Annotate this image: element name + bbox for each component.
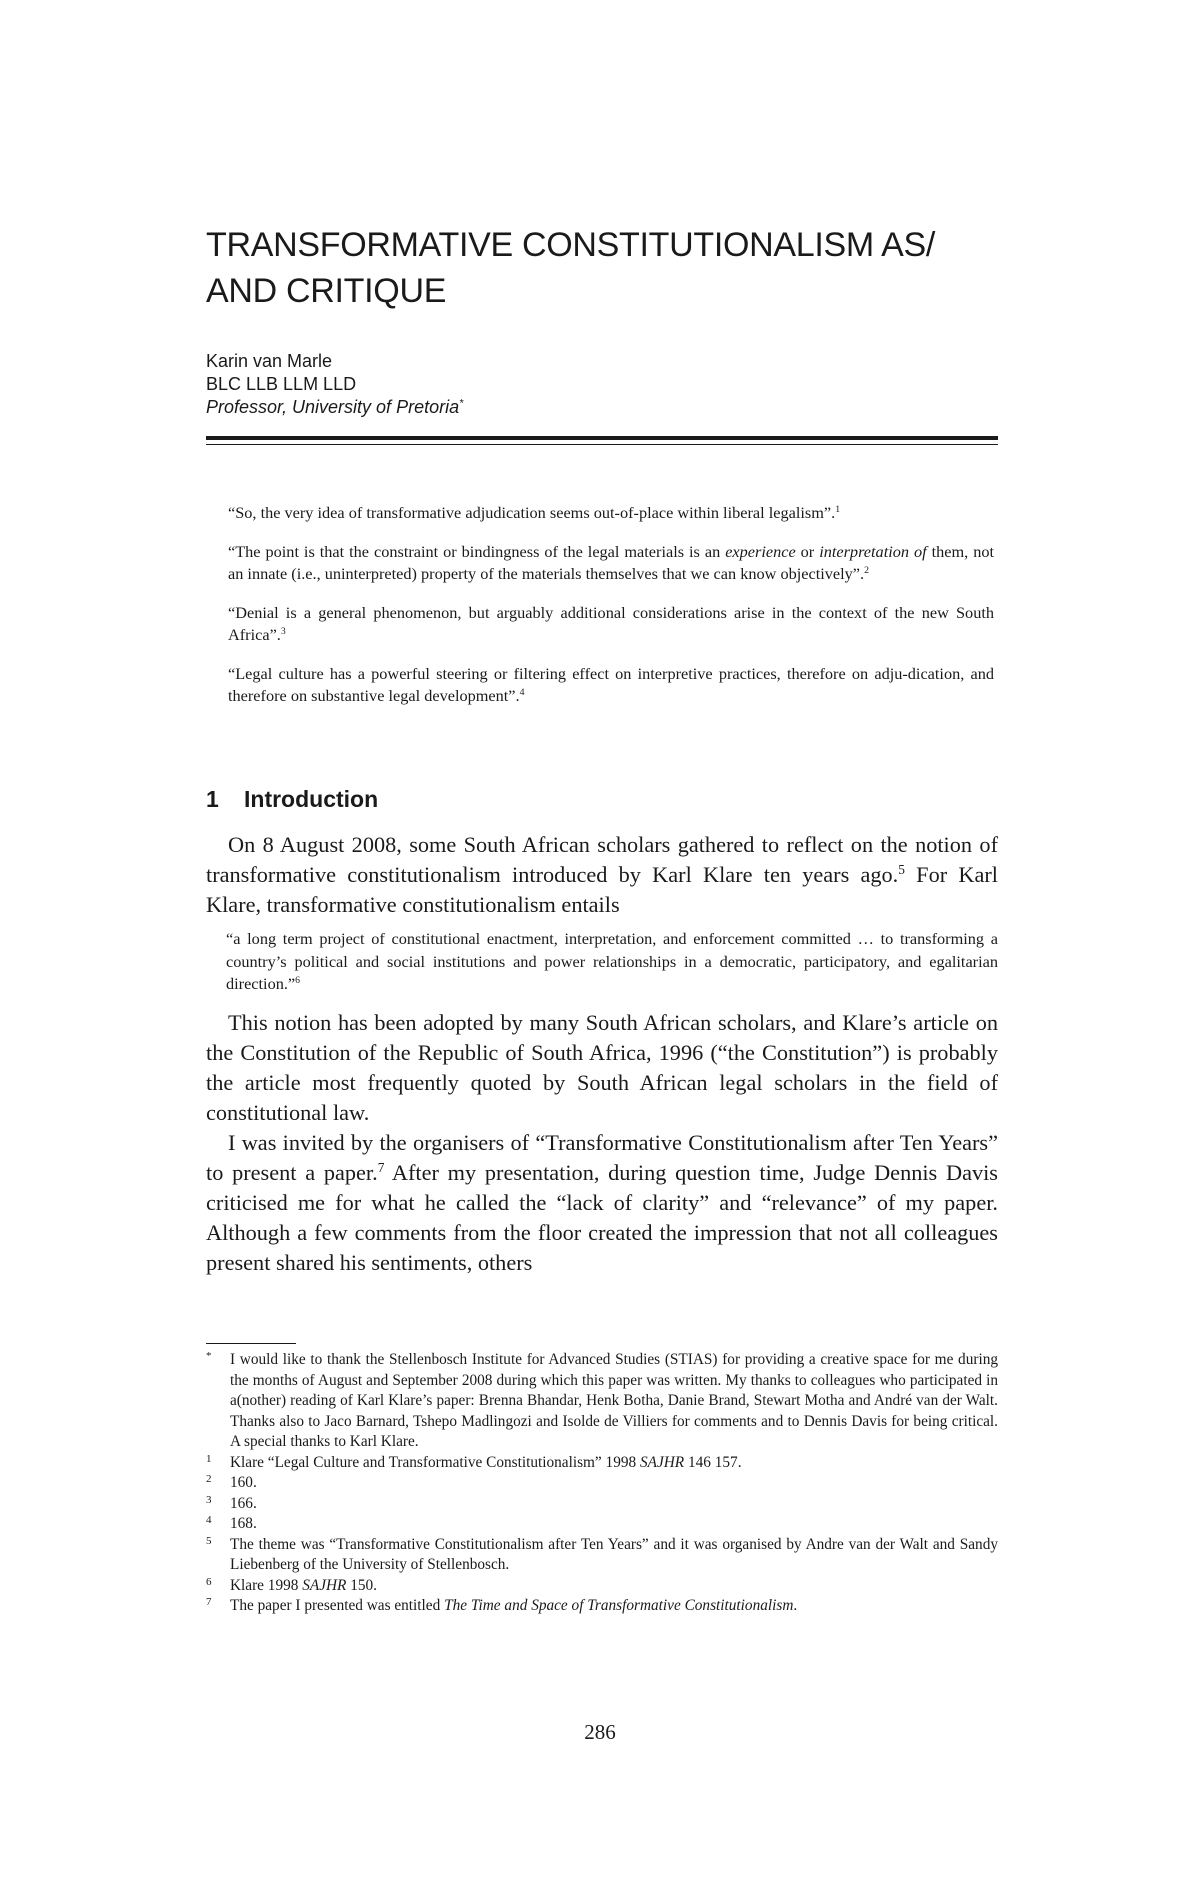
page-number: 286 (584, 1720, 616, 1744)
footnote-ref: 5 (898, 861, 905, 877)
footnote-text: 168. (230, 1515, 257, 1532)
title-line-1: TRANSFORMATIVE CONSTITUTIONALISM AS/ (206, 226, 936, 264)
footnote-text: I would like to thank the Stellenbosch Institute for Advanced Studies (STIAS) for providing a creative space for me during the months of August and September 2008 during which this paper was written. My thanks to colleagues who participated in a(nother) reading of Karl Klare’s paper: Brenna Bhandar, Henk Botha, Danie Brand, Stewart Motha and André van der Walt. Thanks also to Jaco Barnard, Tshepo Madlingozi and Isolde de Villiers for comments and to Dennis Davis for being critical. A special thanks to Karl Klare. (230, 1351, 998, 1450)
paragraph-2: This notion has been adopted by many South African scholars, and Klare’s article on the Constitution of the Republic of South Africa, 1996 (“the Constitution”) is probably the article most frequently quoted by South African legal scholars in the field of constitutional law. (206, 1009, 998, 1125)
epigraph-text: or (795, 541, 820, 561)
header-rule-thick (206, 436, 998, 440)
epigraph-emphasis: interpretation of (819, 541, 927, 561)
footnote-text: 160. (230, 1474, 257, 1491)
article-title (206, 222, 1006, 314)
title-line-2: AND CRITIQUE (206, 272, 447, 310)
footnotes (206, 1350, 998, 1617)
epigraph-emphasis: experience (725, 541, 796, 561)
paragraph-text: I was invited by the organisers of “Transformative Constitutionalism after Ten Years” to present a paper. (206, 1129, 998, 1185)
footnote-2 (206, 1473, 998, 1494)
footnote-mark: 4 (206, 1514, 212, 1526)
paragraph-text: After my presentation, during question time, Judge Dennis Davis criticised me for what he called the “lack of clarity” and “relevance” of my paper. Although a few comments from the floor created the impression that not all colleagues present shared his sentiments, others (206, 1159, 998, 1275)
footnote-rule (206, 1343, 296, 1344)
footnote-mark: 5 (206, 1534, 212, 1547)
footnote-ref: 7 (377, 1159, 385, 1175)
footnote-text: Klare “Legal Culture and Transformative Constitutionalism” 1998 (230, 1453, 640, 1471)
author-position (206, 396, 806, 419)
epigraph-3 (228, 602, 994, 647)
footnote-mark: 1 (206, 1452, 212, 1465)
footnote-mark: 2 (206, 1473, 212, 1485)
footnote-1 (206, 1453, 998, 1474)
body-text (206, 830, 998, 1278)
footnote-5 (206, 1535, 998, 1576)
section-heading (206, 786, 378, 813)
footnote-ref: 1 (835, 504, 841, 516)
footnote-4 (206, 1514, 998, 1535)
footnote-3 (206, 1494, 998, 1515)
footnote-star (206, 1350, 998, 1453)
epigraph-text: “Denial is a general phenomenon, but arguably additional considerations arise in the context of the new South Africa”. (228, 602, 994, 644)
footnote-text: 150. (346, 1576, 377, 1594)
epigraph-text: “So, the very idea of transformative adjudication seems out-of-place within liberal legalism”. (228, 503, 836, 522)
footnote-mark: 6 (206, 1575, 212, 1588)
footnote-text: 166. (230, 1494, 257, 1512)
footnote-ref: 4 (519, 687, 525, 699)
section-title: Introduction (244, 786, 379, 812)
footnote-ref: 6 (295, 975, 301, 987)
footnote-text: Klare 1998 (230, 1576, 303, 1594)
paragraph-text: For Karl Klare, transformative constitutionalism entails (206, 862, 998, 917)
footnote-emphasis: SAJHR (639, 1453, 685, 1471)
footnote-text: . (793, 1597, 798, 1614)
epigraph-4 (228, 663, 994, 708)
epigraph-text: them, not an innate (i.e., uninterpreted) property of the materials themselves that we can know objectively”. (228, 541, 995, 583)
footnote-7 (206, 1596, 998, 1617)
paragraph-1 (206, 830, 998, 920)
section-number: 1 (206, 786, 219, 812)
paragraph-3 (206, 1128, 998, 1278)
epigraph-1 (228, 502, 994, 525)
author-block (206, 350, 806, 419)
epigraph-text: “Legal culture has a powerful steering or filtering effect on interpretive practices, therefore on adju-dication, and therefore on substantive legal development”. (228, 663, 994, 705)
footnote-text: The paper I presented was entitled (230, 1597, 445, 1614)
epigraph-2 (228, 541, 994, 586)
author-footnote-mark: * (459, 397, 464, 410)
footnote-ref: 2 (864, 565, 869, 577)
author-name: Karin van Marle (206, 351, 333, 371)
footnote-6 (206, 1576, 998, 1597)
footnote-mark: 3 (206, 1493, 212, 1506)
footnote-text: 146 157. (684, 1453, 742, 1471)
epigraph-text: “The point is that the constraint or bindingness of the legal materials is an (228, 541, 726, 561)
footnote-text: The theme was “Transformative Constitutionalism after Ten Years” and it was organised by Andre van der Walt and Sandy Liebenberg of the University of Stellenbosch. (230, 1535, 998, 1573)
footnote-mark: * (206, 1350, 212, 1362)
footnote-emphasis: The Time and Space of Transformative Constitutionalism (444, 1597, 794, 1614)
block-quote (226, 928, 998, 996)
author-degrees: BLC LLB LLM LLD (206, 374, 357, 394)
footnote-mark: 7 (206, 1596, 212, 1608)
header-rule-thin (206, 444, 998, 445)
footnote-ref: 3 (280, 626, 286, 638)
epigraphs (228, 502, 994, 724)
footnote-emphasis: SAJHR (302, 1576, 347, 1594)
quote-text: “a long term project of constitutional enactment, interpretation, and enforcement committed … to transforming a country’s political and social institutions and power relationships in a democratic, participatory, and egalitarian direction.” (226, 929, 998, 993)
paragraph-text: On 8 August 2008, some South African scholars gathered to reflect on the notion of transformative constitutionalism introduced by Karl Klare ten years ago. (206, 832, 998, 887)
author-position-text: Professor, University of Pretoria (206, 397, 460, 417)
